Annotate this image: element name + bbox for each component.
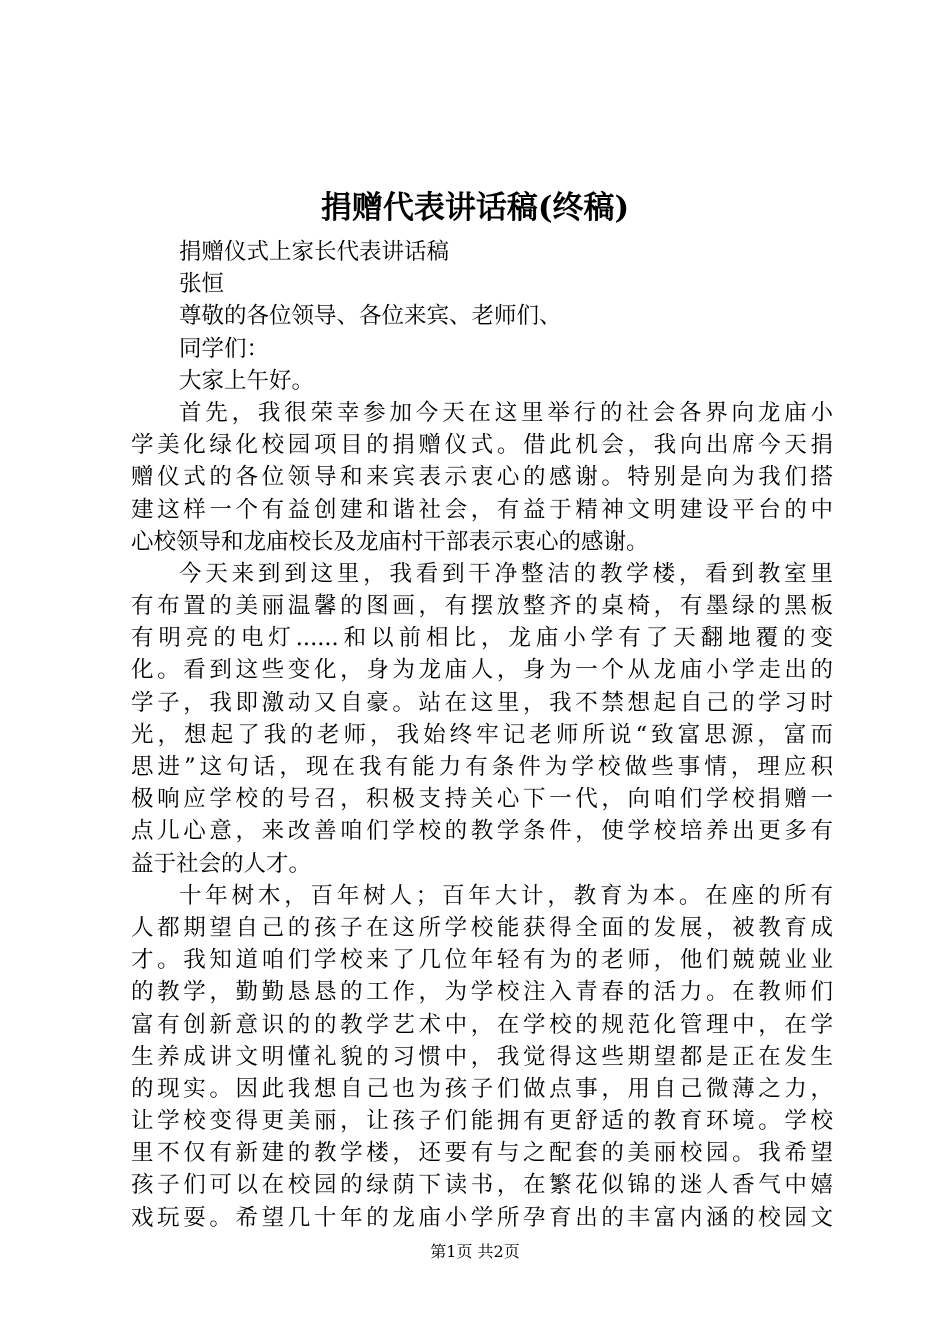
text-line: 尊敬的各位领导、各位来宾、老师们、 bbox=[179, 303, 562, 330]
text-line: 的现实。因此我想自己也为孩子们做点事，用自己微薄之力， bbox=[131, 1075, 833, 1102]
text-line: 赠仪式的各位领导和来宾表示衷心的感谢。特别是向为我们搭 bbox=[131, 464, 833, 491]
text-line: 极响应学校的号召，积极支持关心下一代，向咱们学校捐赠一 bbox=[131, 786, 833, 813]
text-line: 富有创新意识的的教学艺术中，在学校的规范化管理中，在学 bbox=[131, 1011, 833, 1038]
text-line: 益于社会的人才。 bbox=[131, 850, 312, 877]
text-line: 化。看到这些变化，身为龙庙人，身为一个从龙庙小学走出的 bbox=[131, 657, 833, 684]
text-line: 学子，我即激动又自豪。站在这里，我不禁想起自己的学习时 bbox=[131, 689, 833, 716]
page-number-footer: 第1页 共2页 bbox=[430, 1242, 520, 1261]
text-line: 捐赠仪式上家长代表讲话稿 bbox=[179, 239, 450, 265]
text-line: 十年树木，百年树人；百年大计，教育为本。在座的所有 bbox=[179, 882, 833, 909]
text-line: 思进”这句话，现在我有能力有条件为学校做些事情，理应积 bbox=[131, 754, 833, 780]
text-line: 戏玩耍。希望几十年的龙庙小学所孕育出的丰富内涵的校园文 bbox=[131, 1204, 833, 1231]
text-line: 有布置的美丽温馨的图画，有摆放整齐的桌椅，有墨绿的黑板 bbox=[131, 593, 833, 620]
text-line: 光，想起了我的老师，我始终牢记老师所说“致富思源，富而 bbox=[131, 721, 833, 748]
text-line: 生养成讲文明懂礼貌的习惯中，我觉得这些期望都是正在发生 bbox=[131, 1043, 833, 1070]
text-line: 有明亮的电灯......和以前相比，龙庙小学有了天翻地覆的变 bbox=[131, 625, 833, 652]
text-line: 建这样一个有益创建和谐社会，有益于精神文明建设平台的中 bbox=[131, 496, 833, 523]
text-line: 心校领导和龙庙校长及龙庙村干部表示衷心的感谢。 bbox=[131, 528, 649, 555]
text-line: 的教学，勤勤恳恳的工作，为学校注入青春的活力。在教师们 bbox=[131, 979, 833, 1006]
text-line: 人都期望自己的孩子在这所学校能获得全面的发展，被教育成 bbox=[131, 914, 833, 941]
text-line: 里不仅有新建的教学楼，还要有与之配套的美丽校园。我希望 bbox=[131, 1140, 833, 1167]
text-line: 点儿心意，来改善咱们学校的教学条件，使学校培养出更多有 bbox=[131, 818, 833, 845]
text-line: 才。我知道咱们学校来了几位年轻有为的老师，他们兢兢业业 bbox=[131, 947, 833, 974]
text-line: 张恒 bbox=[179, 271, 225, 298]
text-line: 大家上午好。 bbox=[179, 367, 315, 394]
text-line: 同学们： bbox=[179, 335, 270, 362]
text-line: 首先，我很荣幸参加今天在这里举行的社会各界向龙庙小 bbox=[179, 399, 833, 426]
document-body bbox=[131, 236, 833, 1234]
text-line: 孩子们可以在校园的绿荫下读书，在繁花似锦的迷人香气中嬉 bbox=[131, 1172, 833, 1199]
text-line: 让学校变得更美丽，让孩子们能拥有更舒适的教育环境。学校 bbox=[131, 1108, 833, 1135]
text-line: 学美化绿化校园项目的捐赠仪式。借此机会，我向出席今天捐 bbox=[131, 432, 833, 459]
document-title: 捐赠代表讲话稿(终稿) bbox=[320, 190, 630, 226]
text-line: 今天来到到这里，我看到干净整洁的教学楼，看到教室里 bbox=[179, 560, 833, 587]
